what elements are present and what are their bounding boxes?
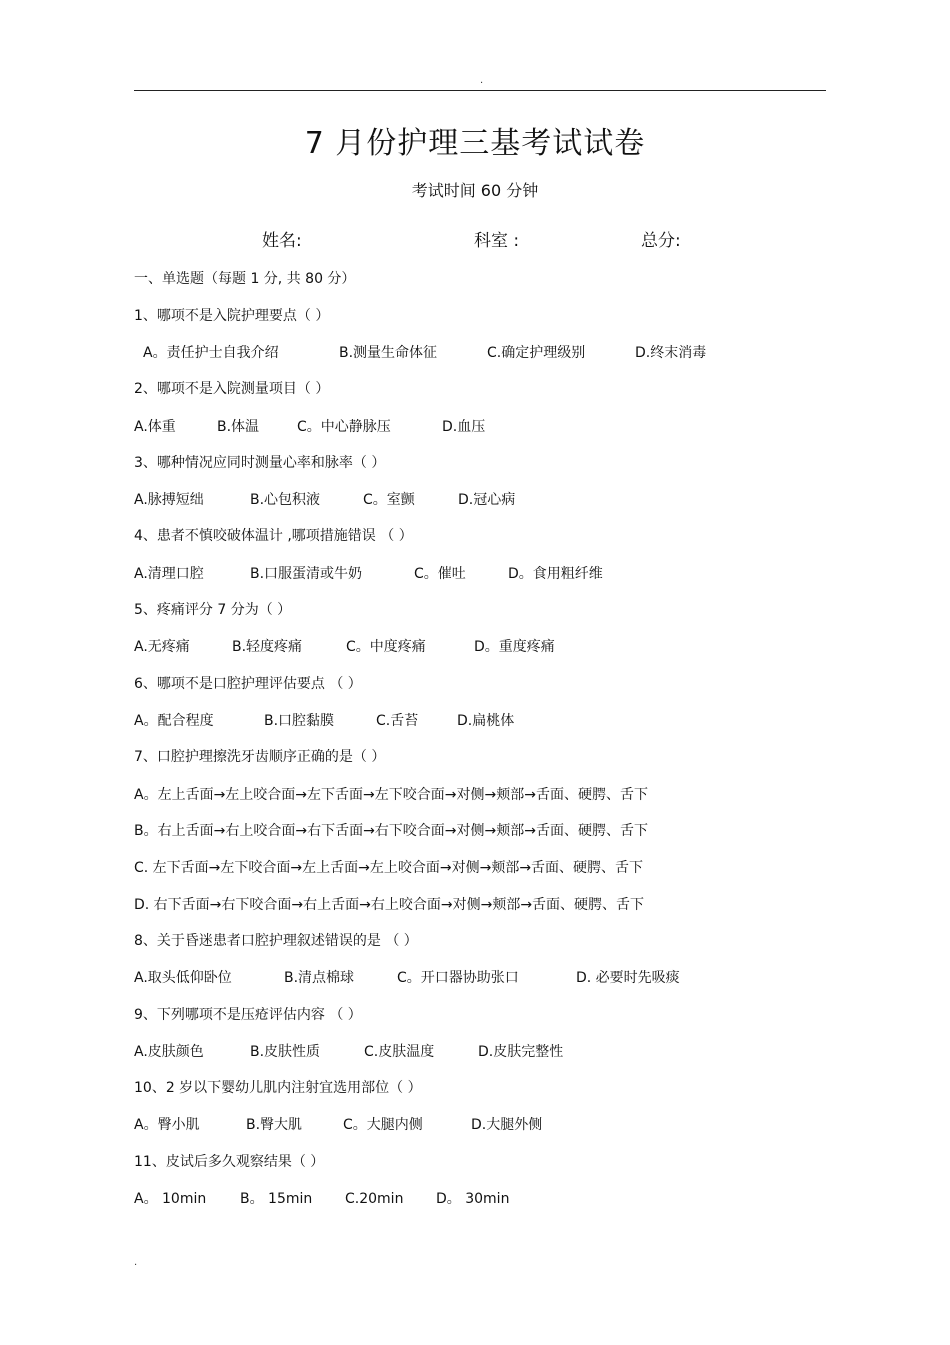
question-11: 11、皮试后多久观察结果（ ）	[134, 1154, 325, 1170]
option-b: B.测量生命体征	[339, 345, 438, 361]
question-7-option-b: B。右上舌面→右上咬合面→右下舌面→右下咬合面→对侧→颊部→舌面、硬腭、舌下	[134, 823, 648, 839]
footer-mark: .	[134, 1257, 138, 1268]
option-d: D.终末消毒	[635, 345, 707, 361]
question-4: 4、患者不慎咬破体温计 ,哪项措施错误 （ ）	[134, 528, 413, 544]
option-a: A.取头低仰卧位	[134, 970, 232, 986]
option-d: D.冠心病	[458, 492, 516, 508]
option-a: A。责任护士自我介绍	[143, 345, 279, 361]
option-c: C。室颤	[363, 492, 415, 508]
section-heading: 一、单选题（每题 1 分, 共 80 分）	[134, 271, 356, 287]
option-b: B.皮肤性质	[250, 1044, 321, 1060]
option-c: C.舌苔	[376, 713, 419, 729]
option-a: A.皮肤颜色	[134, 1044, 204, 1060]
question-10: 10、2 岁以下婴幼儿肌内注射宜选用部位（ ）	[134, 1080, 422, 1096]
question-1: 1、哪项不是入院护理要点（ ）	[134, 308, 330, 324]
option-c: C。催吐	[414, 566, 466, 582]
option-b: B.口腔黏膜	[264, 713, 335, 729]
header-mark: .	[480, 75, 484, 86]
option-a: A.体重	[134, 419, 176, 435]
option-b: B.清点棉球	[284, 970, 355, 986]
option-c: C.皮肤温度	[364, 1044, 435, 1060]
department-field-label: 科室 :	[474, 231, 520, 251]
option-d: D。食用粗纤维	[508, 566, 603, 582]
option-b: B.体温	[217, 419, 260, 435]
option-a: A。 10min	[134, 1191, 207, 1207]
header-rule	[134, 90, 826, 91]
question-9: 9、下列哪项不是压疮评估内容 （ ）	[134, 1007, 362, 1023]
option-b: B.轻度疼痛	[232, 639, 303, 655]
option-d: D.血压	[442, 419, 486, 435]
option-a: A.清理口腔	[134, 566, 204, 582]
option-d: D.大腿外侧	[471, 1117, 543, 1133]
question-2: 2、哪项不是入院测量项目（ ）	[134, 381, 330, 397]
question-8: 8、关于昏迷患者口腔护理叙述错误的是 （ ）	[134, 933, 418, 949]
option-d: D.扁桃体	[457, 713, 515, 729]
option-c: C.确定护理级别	[487, 345, 586, 361]
option-c: C。开口器协助张口	[397, 970, 519, 986]
option-a: A。配合程度	[134, 713, 214, 729]
option-b: B。 15min	[240, 1191, 313, 1207]
page-title: 7 月份护理三基考试试卷	[304, 126, 646, 161]
option-d: D.皮肤完整性	[478, 1044, 564, 1060]
option-a: A.无疼痛	[134, 639, 190, 655]
question-7-option-d: D. 右下舌面→右下咬合面→右上舌面→右上咬合面→对侧→颊部→舌面、硬腭、舌下	[134, 897, 645, 913]
option-c: C.20min	[345, 1191, 404, 1207]
option-d: D. 必要时先吸痰	[576, 970, 680, 986]
option-c: C。中度疼痛	[346, 639, 426, 655]
question-6: 6、哪项不是口腔护理评估要点 （ ）	[134, 676, 362, 692]
option-a: A.脉搏短绌	[134, 492, 204, 508]
option-d: D。重度疼痛	[474, 639, 555, 655]
question-7-option-c: C. 左下舌面→左下咬合面→左上舌面→左上咬合面→对侧→颊部→舌面、硬腭、舌下	[134, 860, 644, 876]
option-d: D。 30min	[436, 1191, 510, 1207]
total-score-label: 总分:	[641, 231, 681, 251]
option-a: A。臀小肌	[134, 1117, 200, 1133]
name-field-label: 姓名:	[262, 231, 302, 251]
question-7: 7、口腔护理擦洗牙齿顺序正确的是（ ）	[134, 749, 386, 765]
option-b: B.口服蛋清或牛奶	[250, 566, 363, 582]
exam-duration: 考试时间 60 分钟	[411, 181, 539, 200]
question-7-option-a: A。左上舌面→左上咬合面→左下舌面→左下咬合面→对侧→颊部→舌面、硬腭、舌下	[134, 787, 648, 803]
option-b: B.臀大肌	[246, 1117, 303, 1133]
question-3: 3、哪种情况应同时测量心率和脉率（ ）	[134, 455, 386, 471]
option-c: C。大腿内侧	[343, 1117, 423, 1133]
option-c: C。中心静脉压	[297, 419, 391, 435]
option-b: B.心包积液	[250, 492, 321, 508]
question-5: 5、疼痛评分 7 分为（ ）	[134, 602, 292, 618]
